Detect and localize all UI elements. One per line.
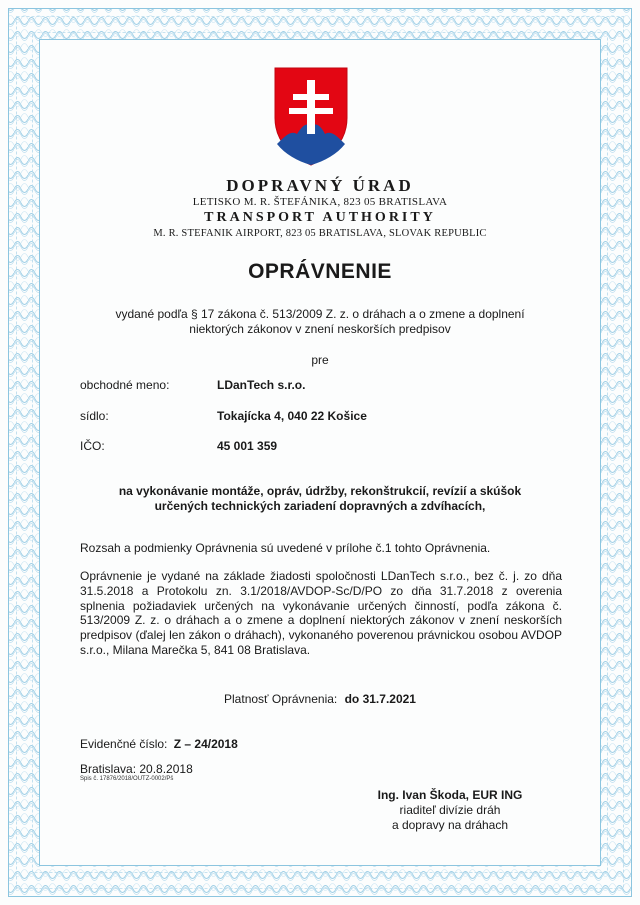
validity-value: do 31.7.2021	[344, 692, 416, 706]
authority-name-sk: DOPRAVNÝ ÚRAD	[226, 176, 414, 195]
evidence-number-line	[80, 737, 238, 751]
authorization-purpose	[80, 484, 560, 514]
slovak-coat-of-arms-icon	[273, 66, 349, 166]
seat-value: Tokajícka 4, 040 22 Košice	[217, 409, 367, 423]
file-reference: Spis č. 17876/2018/OUTZ-0002/Pš	[80, 776, 174, 782]
validity-label: Platnosť Oprávnenia:	[224, 692, 338, 706]
validity-line	[0, 692, 640, 706]
legal-basis	[80, 307, 560, 337]
purpose-line-1: na vykonávanie montáže, opráv, údržby, rekonštrukcií, revízií a skúšok	[118, 484, 522, 498]
legal-basis-line-2: niektorých zákonov v znení neskorších predpisov	[189, 322, 451, 336]
company-name-value: LDanTech s.r.o.	[217, 378, 306, 392]
purpose-line-2: určených technických zariadení dopravných a zdvíhacích,	[154, 499, 486, 513]
authority-name-en: TRANSPORT AUTHORITY	[204, 210, 436, 225]
signatory-role-line-1: riaditeľ divízie dráh	[399, 803, 501, 817]
scope-statement: Rozsah a podmienky Oprávnenia sú uvedené v prílohe č.1 tohto Oprávnenia.	[80, 541, 491, 555]
seat-label: sídlo:	[80, 409, 109, 423]
ico-value: 45 001 359	[217, 439, 278, 453]
place-and-date: Bratislava: 20.8.2018	[80, 762, 193, 776]
company-name-label: obchodné meno:	[80, 378, 170, 392]
evidence-label: Evidenčné číslo:	[80, 737, 168, 751]
signature-block	[345, 788, 555, 833]
for-label: pre	[311, 353, 329, 367]
evidence-value: Z – 24/2018	[173, 737, 238, 751]
ico-label: IČO:	[80, 439, 105, 453]
signatory-name: Ing. Ivan Škoda, EUR ING	[377, 788, 523, 802]
legal-basis-line-1: vydané podľa § 17 zákona č. 513/2009 Z. z. o dráhach a o zmene a doplnení	[115, 307, 525, 321]
issuance-paragraph: Oprávnenie je vydané na základe žiadosti spoločnosti LDanTech s.r.o., bez č. j. zo dňa 31.5.2018 a Protokolu zn. 3.1/2018/AVDOP-Sc/D/PO zo dňa 31.7.2018 z overenia splnenia požiadaviek určených na vykonávanie určených činností, podľa zákona č. 513/2009 Z. z. o dráhach a o zmene a doplnení niektorých zákonov v znení neskorších predpisov (ďalej len zákon o dráhach), vykonaného poverenou právnickou osobou AVDOP s.r.o., Milana Marečka 5, 841 08 Bratislava.	[80, 569, 562, 657]
authority-address-sk: LETISKO M. R. ŠTEFÁNIKA, 823 05 BRATISLAVA	[192, 196, 448, 208]
document-title: OPRÁVNENIE	[248, 260, 392, 283]
signatory-role-line-2: a dopravy na dráhach	[391, 818, 509, 832]
authority-address-en: M. R. STEFANIK AIRPORT, 823 05 BRATISLAVA, SLOVAK REPUBLIC	[153, 228, 487, 239]
